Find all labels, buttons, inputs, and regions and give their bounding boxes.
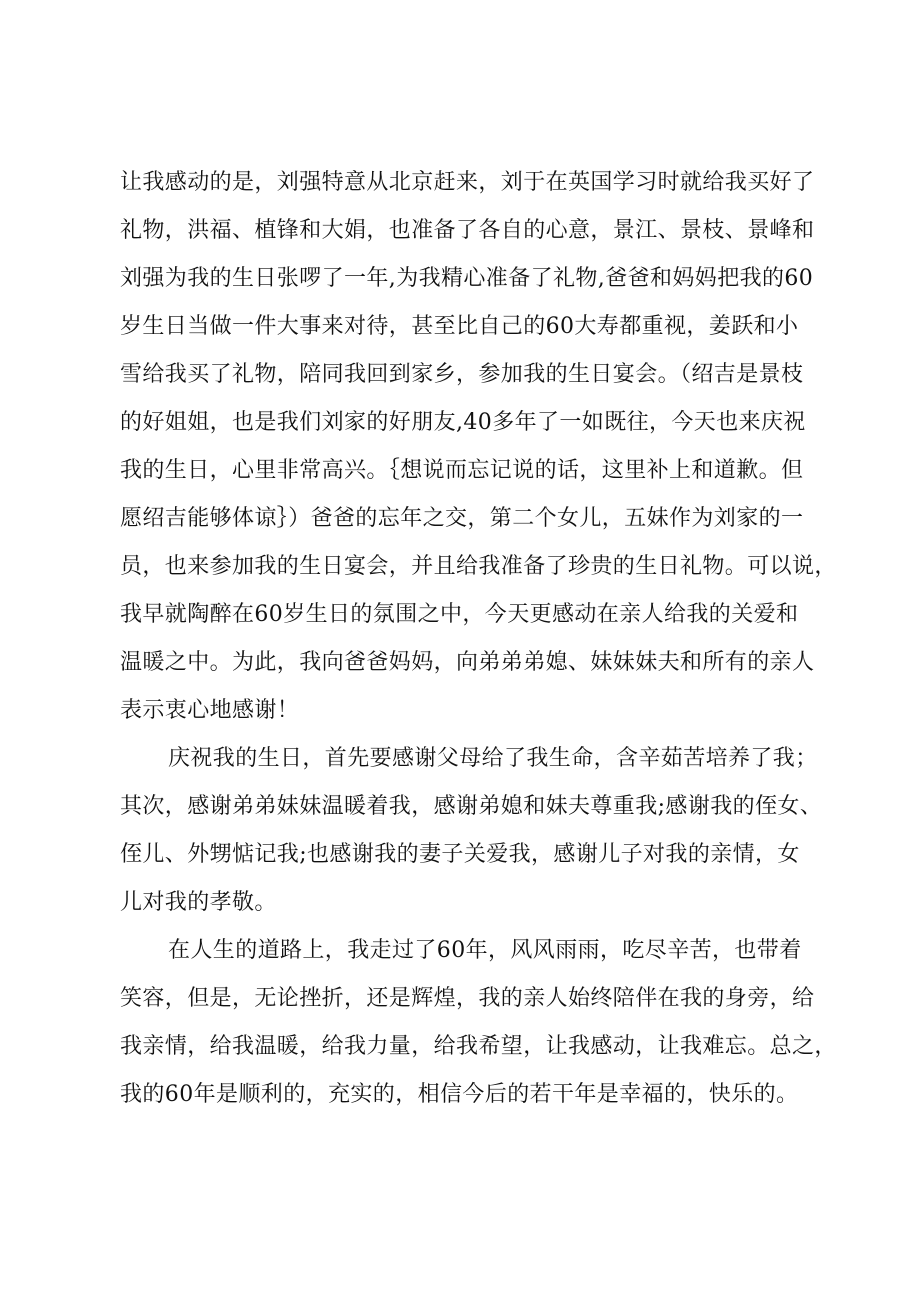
- text-line: 刘强为我的生日张啰了一年,为我精心准备了礼物,爸爸和妈妈把我的60: [120, 266, 814, 291]
- text-line: 让我感动的是，刘强特意从北京赶来，刘于在英国学习时就给我买好了: [120, 170, 815, 195]
- text-line: 礼物，洪福、植锋和大娟，也准备了各自的心意，景江、景枝、景峰和: [120, 218, 815, 243]
- text-line: 岁生日当做一件大事来对待，甚至比自己的60大寿都重视，姜跃和小: [120, 314, 799, 339]
- paragraph-2: [120, 735, 830, 927]
- text-line: 庆祝我的生日，首先要感谢父母给了我生命，含辛茹苦培养了我；: [168, 746, 818, 771]
- text-line: 侄儿、外甥惦记我;也感谢我的妻子关爱我，感谢儿子对我的亲情，女: [120, 842, 800, 867]
- paragraph-3: [120, 927, 837, 1119]
- text-line: 我的60年是顺利的，充实的，相信今后的若干年是幸福的，快乐的。: [120, 1082, 799, 1107]
- text-line: 儿对我的孝敬。: [120, 890, 277, 915]
- text-line: 愿绍吉能够体谅｝）爸爸的忘年之交，第二个女儿，五妹作为刘家的一: [120, 506, 804, 531]
- text-line: 笑容，但是，无论挫折，还是辉煌，我的亲人始终陪伴在我的身旁，给: [120, 986, 815, 1011]
- text-line: 温暖之中。为此，我向爸爸妈妈，向弟弟弟媳、妹妹妹夫和所有的亲人: [120, 650, 815, 675]
- text-line: 在人生的道路上，我走过了60年，风风雨雨，吃尽辛苦，也带着: [168, 938, 802, 963]
- document-body: [120, 159, 837, 1119]
- paragraph-1: [120, 159, 837, 735]
- text-line: 其次，感谢弟弟妹妹温暖着我，感谢弟媳和妹夫尊重我;感谢我的侄女、: [120, 794, 823, 819]
- text-line: 表示衷心地感谢！: [120, 698, 300, 723]
- text-line: 我亲情，给我温暖，给我力量，给我希望，让我感动，让我难忘。总之，: [120, 1034, 837, 1059]
- text-line: 雪给我买了礼物，陪同我回到家乡，参加我的生日宴会。（绍吉是景枝: [120, 362, 804, 387]
- text-line: 我早就陶醉在60岁生日的氛围之中，今天更感动在亲人给我的关爱和: [120, 602, 799, 627]
- text-line: 的好姐姐，也是我们刘家的好朋友,40多年了一如既往，今天也来庆祝: [120, 410, 806, 435]
- text-line: 员，也来参加我的生日宴会，并且给我准备了珍贵的生日礼物。可以说，: [120, 554, 837, 579]
- text-line: 我的生日，心里非常高兴。｛想说而忘记说的话，这里补上和道歉。但: [120, 458, 804, 483]
